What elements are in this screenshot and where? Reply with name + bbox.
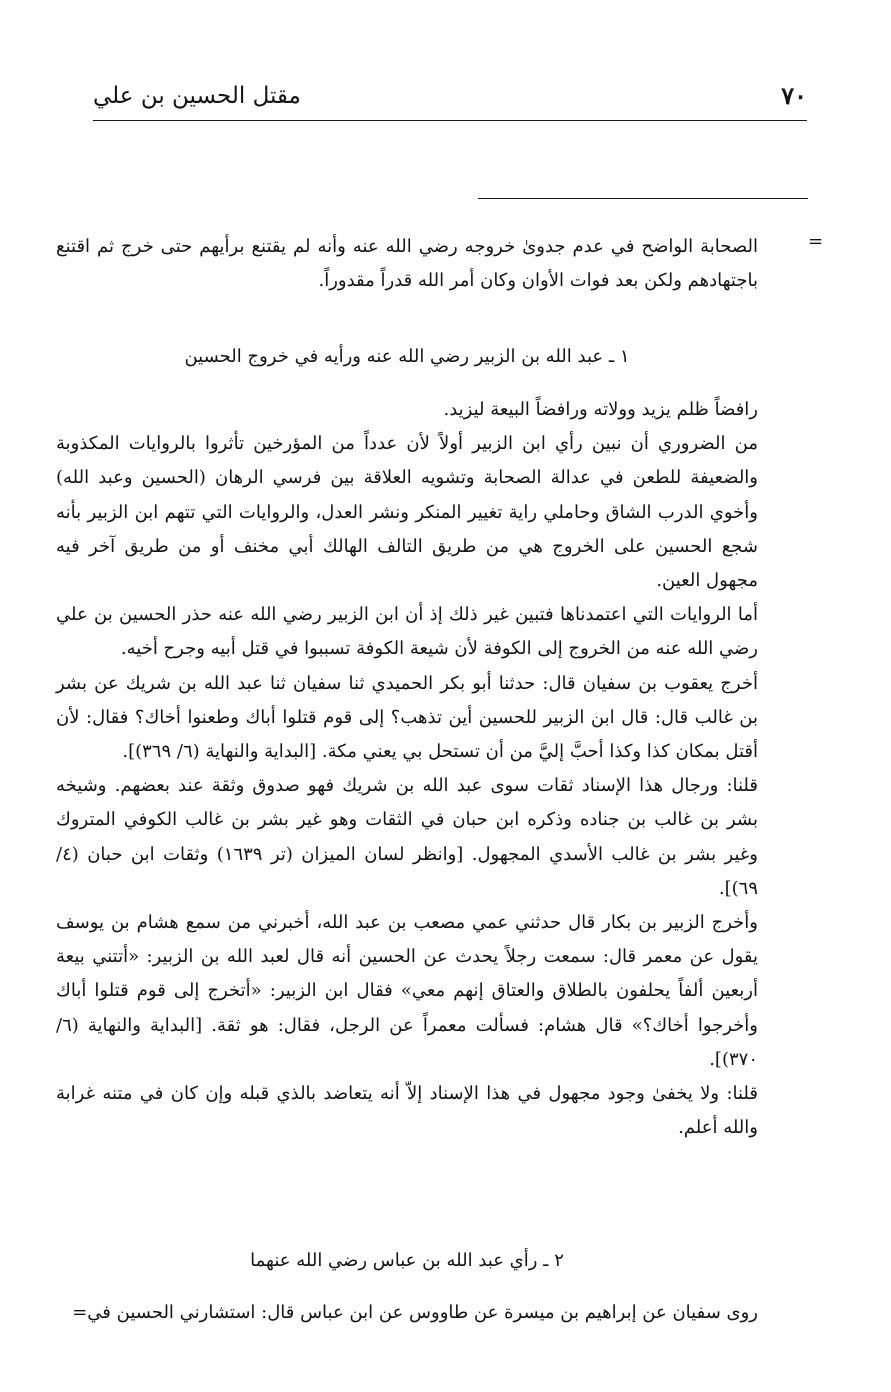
paragraph: قلنا: ولا يخفىٰ وجود مجهول في هذا الإسناد إلاّ أنه يتعاضد بالذي قبله وإن كان في متنه غرابة والله أعلم.: [56, 1083, 758, 1139]
section-heading-1: ١ ـ عبد الله بن الزبير رضي الله عنه ورأيه في خروج الحسين: [184, 346, 630, 367]
paragraph: روى سفيان عن إبراهيم بن ميسرة عن طاووس عن ابن عباس قال: استشارني الحسين في=: [72, 1302, 758, 1323]
page-header: [93, 80, 807, 121]
paragraph: من الضروري أن نبين رأي ابن الزبير أولاً لأن عدداً من المؤرخين تأثروا بالروايات المكذوبة والضعيفة للطعن في عدالة الصحابة وتشويه العلاقة بين فرسي الرهان (الحسين وعبد الله) وأخوي الدرب الشاق وحاملي راية تغيير المنكر ونشر العدل، والروايات التي تتهم ابن الزبير بأنه شجع الحسين على الخروج هي من طريق التالف الهالك أبي مخنف أو من طريق آخر فيه مجهول العين.: [56, 433, 758, 592]
section-heading-2: ٢ ـ رأي عبد الله بن عباس رضي الله عنهما: [250, 1250, 564, 1271]
running-title: مقتل الحسين بن علي: [93, 83, 301, 109]
page-number: ٧٠: [781, 81, 807, 110]
paragraph: قلنا: ورجال هذا الإسناد ثقات سوى عبد الله بن شريك فهو صدوق وثقة عند بعضهم. وشيخه بشر بن غالب بن جناده وذكره ابن حبان في الثقات وهو غير بشر بن غالب الكوفي المتروك وغير بشر بن غالب الأسدي المجهول. [وانظر لسان الميزان (تر ١٦٣٩) وثقات ابن حبان (٤/ ٦٩)].: [56, 775, 758, 899]
section2-body: [56, 1296, 758, 1330]
paragraph: أخرج يعقوب بن سفيان قال: حدثنا أبو بكر الحميدي ثنا سفيان ثنا عبد الله بن شريك عن بشر بن غالب قال: قال ابن الزبير للحسين أين تذهب؟ إلى قوم قتلوا أباك وطعنوا أخاك؟ فقال: لأن أقتل بمكان كذا وكذا أحبَّ إليَّ من أن تستحل بي يعني مكة. [البداية والنهاية (٦/ ٣٦٩)].: [56, 672, 758, 763]
section1-body: [56, 393, 758, 1145]
paragraph: أما الروايات التي اعتمدناها فتبين غير ذلك إذ أن ابن الزبير رضي الله عنه حذر الحسين بن علي رضي الله عنه من الخروج إلى الكوفة لأن شيعة الكوفة تسببوا في قتل أبيه وجرح أخيه.: [56, 604, 758, 660]
paragraph: رافضاً ظلم يزيد وولاته ورافضاً البيعة ليزيد.: [443, 399, 758, 420]
continuation-mark: =: [808, 231, 824, 252]
footnote-separator-rule: [478, 198, 808, 199]
intro-paragraph: الصحابة الواضح في عدم جدوىٰ خروجه رضي الله عنه وأنه لم يقتنع برأيهم حتى خرج ثم اقتنع باجتهادهم ولكن بعد فوات الأوان وكان أمر الله قدراً مقدوراً.: [56, 236, 758, 292]
intro-paragraph-block: [56, 230, 758, 298]
paragraph: وأخرج الزبير بن بكار قال حدثني عمي مصعب بن عبد الله، أخبرني من سمع هشام بن يوسف يقول عن معمر قال: سمعت رجلاً يحدث عن الحسين أنه قال لعبد الله بن الزبير: «أتتني بيعة أربعين ألفاً يحلفون بالطلاق والعتاق إنهم معي» فقال ابن الزبير: «أتخرج إلى قوم قتلوا أباك وأخرجوا أخاك؟» قال هشام: فسألت معمراً عن الرجل، فقال: هو ثقة. [البداية والنهاية (٦/ ٣٧٠)].: [56, 912, 758, 1070]
